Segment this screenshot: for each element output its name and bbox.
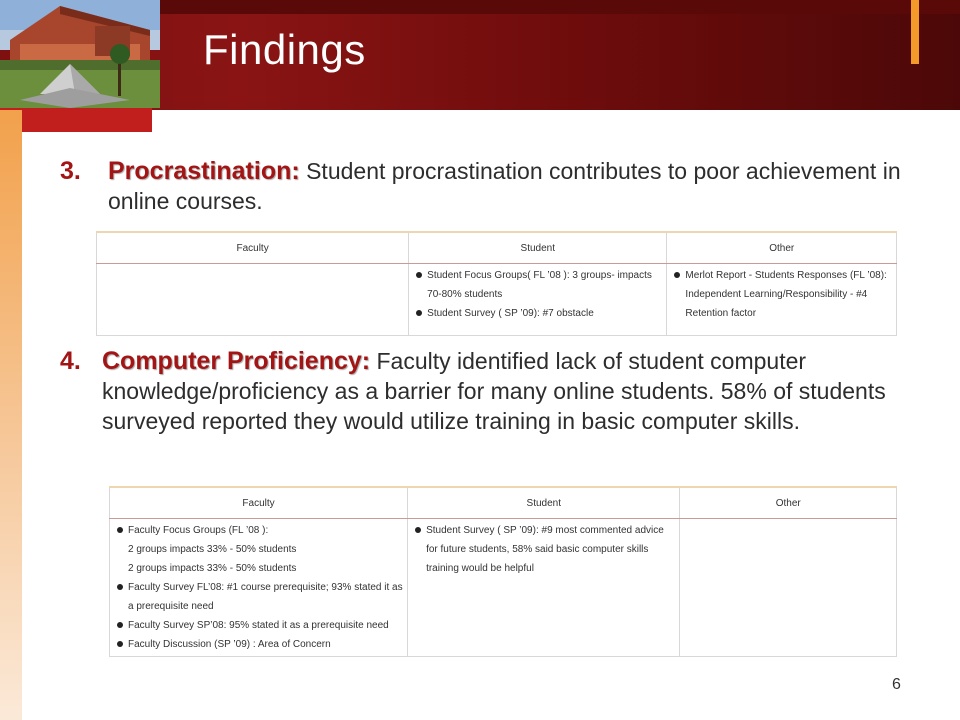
column-header-student: Student [408, 487, 680, 519]
left-red-block [0, 108, 152, 132]
column-header-other: Other [667, 232, 897, 264]
list-subitem: 2 groups impacts 33% - 50% students [128, 563, 297, 574]
column-header-other: Other [680, 487, 897, 519]
list-item: Student Survey ( SP ’09): #7 obstacle [413, 304, 663, 323]
finding-heading: Procrastination: [108, 157, 300, 185]
finding-text: Faculty identified lack of student computer knowledge/proficiency as a barrier for many online students. 58% of students surveyed reported they would utilize training in basic computer skills. [102, 348, 886, 434]
list-item: Student Focus Groups( FL ’08 ): 3 groups- impacts 70-80% students [413, 266, 663, 304]
student-cell [409, 264, 667, 336]
header-top-strip [160, 0, 960, 14]
list-item: Merlot Report - Students Responses (FL ’08): Independent Learning/Responsibility - #4 Retention factor [671, 266, 893, 323]
campus-photo [0, 0, 160, 108]
list-item [114, 521, 404, 540]
finding-number: 4. [60, 347, 81, 375]
column-header-faculty: Faculty [110, 487, 408, 519]
page-number: 6 [892, 676, 901, 693]
other-cell [680, 519, 897, 657]
list-item: Faculty Survey SP’08: 95% stated it as a prerequisite need [114, 616, 404, 635]
column-header-faculty: Faculty [97, 232, 409, 264]
list-item: Student Survey ( SP ’09): #9 most commented advice for future students, 58% said basic computer skills training would be helpful [412, 521, 676, 578]
computer-proficiency-table [109, 486, 897, 657]
accent-bar [911, 0, 919, 64]
left-orange-bar [0, 110, 22, 720]
list-item: Faculty Survey FL’08: #1 course prerequisite; 93% stated it as a prerequisite need [114, 578, 404, 616]
faculty-cell [97, 264, 409, 336]
list-item-text: Faculty Focus Groups (FL ’08 ): [128, 525, 269, 536]
finding-computer-proficiency [60, 346, 920, 436]
student-cell [408, 519, 680, 657]
other-cell [667, 264, 897, 336]
column-header-student: Student [409, 232, 667, 264]
list-subitem: 2 groups impacts 33% - 50% students [128, 544, 297, 555]
finding-number: 3. [60, 157, 81, 185]
procrastination-table [96, 231, 897, 336]
slide-header [0, 0, 960, 110]
slide-title: Findings [203, 26, 366, 73]
faculty-cell [110, 519, 408, 657]
finding-procrastination [60, 156, 920, 216]
finding-text: Student procrastination contributes to poor achievement in online courses. [108, 158, 901, 214]
finding-heading: Computer Proficiency: [102, 347, 371, 375]
list-item: Faculty Discussion (SP ’09) : Area of Concern [114, 635, 404, 654]
